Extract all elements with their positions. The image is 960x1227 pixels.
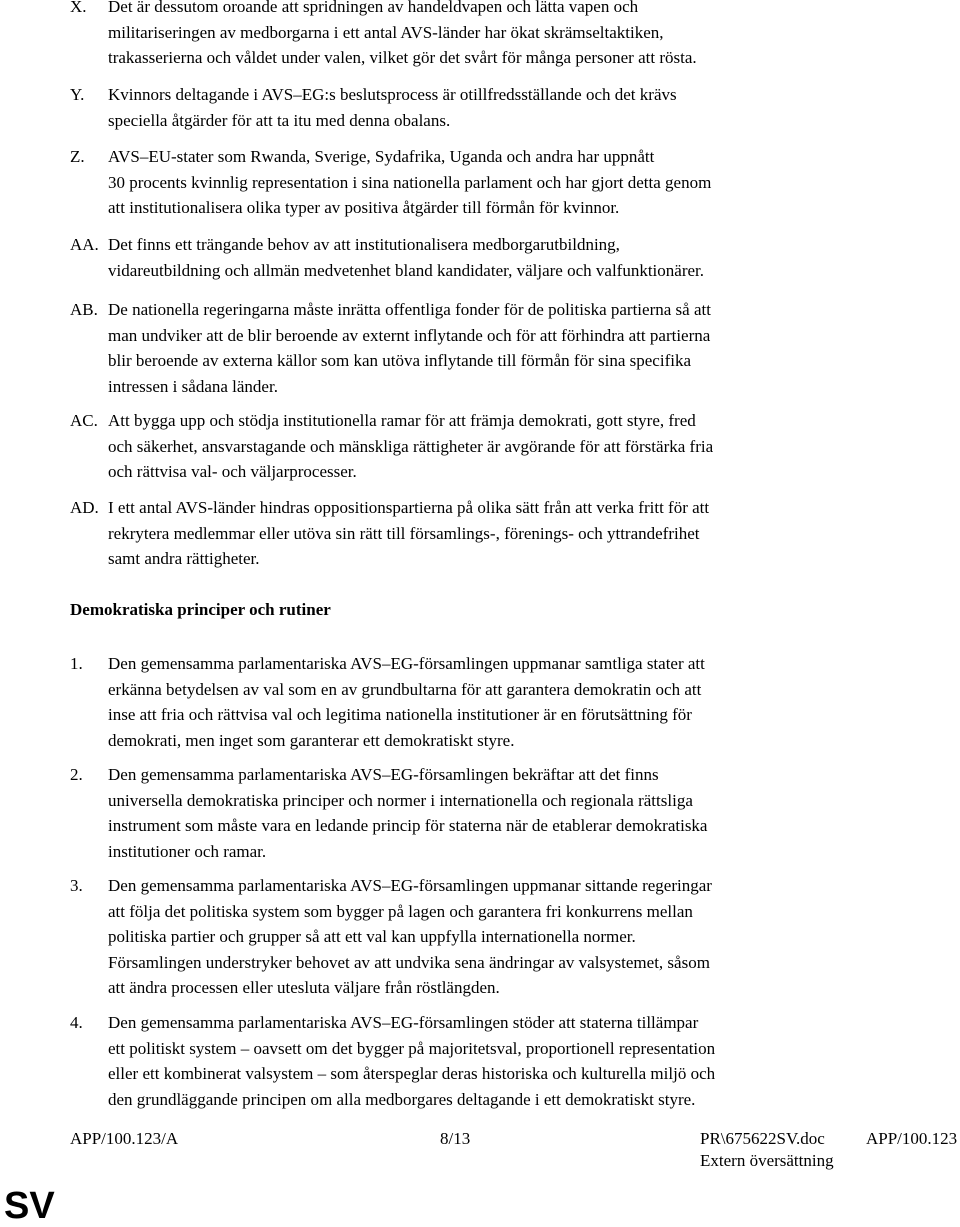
recital-text [108, 495, 863, 572]
footer-reference-left: APP/100.123/A [70, 1129, 179, 1148]
recital-aa [70, 232, 863, 283]
paragraph-text [108, 873, 863, 1001]
recital-ac [70, 408, 863, 485]
text-line: Det är dessutom oroande att spridningen av handeldvapen och lätta vapen och [108, 0, 639, 16]
paragraph-number: 4. [70, 1013, 83, 1032]
text-line: instrument som måste vara en ledande princip för staterna när de etablerar demokratiska [108, 816, 708, 835]
text-line: eller ett kombinerat valsystem – som återspeglar deras historiska och kulturella miljö och [108, 1064, 716, 1083]
recital-x [70, 0, 863, 71]
text-line: rekrytera medlemmar eller utöva sin rätt till församlings-, förenings- och yttrandefrihet [108, 523, 700, 543]
footer-page-number: 8/13 [440, 1129, 471, 1148]
text-line: Det finns ett trängande behov av att institutionalisera medborgarutbildning, [108, 235, 620, 254]
footer-document-name: PR\675622SV.doc [700, 1129, 825, 1148]
paragraph-number: 2. [70, 765, 83, 784]
recital-label: AD. [70, 498, 99, 517]
recital-text [108, 297, 863, 399]
paragraph-text [108, 651, 863, 753]
recital-text [108, 82, 863, 133]
recital-label: AC. [70, 411, 98, 430]
recital-label: Z. [70, 147, 85, 166]
text-line: vidareutbildning och allmän medvetenhet bland kandidater, väljare och valfunktionärer. [108, 260, 704, 280]
text-line: den grundläggande principen om alla medborgares deltagande i ett demokratiskt styre. [108, 1089, 696, 1109]
text-line: 30 procents kvinnlig representation i sina nationella parlament och har gjort detta genom [108, 172, 712, 192]
footer-translation-note: Extern översättning [700, 1151, 834, 1170]
text-line: man undviker att de blir beroende av externt inflytande och för att förhindra att partierna [108, 325, 711, 345]
text-line: erkänna betydelsen av val som en av grundbultarna för att garantera demokratin och att [108, 679, 702, 699]
paragraph-text [108, 1010, 863, 1112]
text-line: och rättvisa val- och väljarprocesser. [108, 462, 357, 481]
text-line: institutioner och ramar. [108, 841, 267, 861]
text-line: AVS–EU-stater som Rwanda, Sverige, Sydafrika, Uganda och andra har uppnått [108, 147, 655, 166]
text-line: att följa det politiska system som bygger på lagen och garantera fri konkurrens mellan [108, 901, 693, 921]
text-line: Församlingen understryker behovet av att undvika sena ändringar av valsystemet, såsom [108, 952, 710, 972]
recital-label: AA. [70, 235, 99, 254]
text-line: blir beroende av externa källor som kan utöva inflytande till förmån för sina specifika [108, 351, 691, 370]
recital-label: Y. [70, 85, 85, 104]
paragraph-text [108, 762, 863, 864]
text-line: Den gemensamma parlamentariska AVS–EG-församlingen uppmanar samtliga stater att [108, 654, 705, 673]
text-line: trakasserierna och våldet under valen, vilket gör det svårt för många personer att rösta. [108, 48, 697, 67]
text-line: Att bygga upp och stödja institutionella ramar för att främja demokrati, gott styre, fred [108, 411, 696, 430]
text-line: De nationella regeringarna måste inrätta offentliga fonder för de politiska partierna så att [108, 300, 711, 319]
text-line: Kvinnors deltagande i AVS–EG:s beslutsprocess är otillfredsställande och det krävs [108, 85, 677, 104]
language-code: SV [4, 1185, 55, 1227]
text-line: samt andra rättigheter. [108, 549, 260, 568]
numbered-paragraph-2 [70, 762, 863, 864]
recital-y [70, 82, 863, 133]
text-line: inse att fria och rättvisa val och legitima nationella institutioner är en förutsättning för [108, 705, 692, 724]
text-line: demokrati, men inget som garanterar ett demokratiskt styre. [108, 730, 515, 750]
section-heading: Demokratiska principer och rutiner [70, 600, 331, 619]
text-line: och säkerhet, ansvarstagande och mänskliga rättigheter är avgörande för att förstärka fria [108, 436, 714, 456]
text-line: Den gemensamma parlamentariska AVS–EG-församlingen uppmanar sittande regeringar [108, 876, 712, 895]
recital-text [108, 144, 863, 221]
text-line: politiska partier och grupper så att ett val kan uppfylla internationella normer. [108, 927, 636, 946]
numbered-paragraph-1 [70, 651, 863, 753]
text-line: I ett antal AVS-länder hindras oppositionspartierna på olika sätt från att verka fritt för att [108, 498, 710, 517]
recital-text [108, 408, 863, 485]
text-line: ett politiskt system – oavsett om det bygger på majoritetsval, proportionell representation [108, 1038, 716, 1058]
recital-text [108, 232, 863, 283]
text-line: Den gemensamma parlamentariska AVS–EG-församlingen stöder att staterna tillämpar [108, 1013, 699, 1032]
numbered-paragraph-3 [70, 873, 863, 1001]
recital-label: X. [70, 0, 87, 16]
text-line: intressen i sådana länder. [108, 376, 278, 396]
text-line: att ändra processen eller utesluta väljare från röstlängden. [108, 978, 500, 997]
recital-label: AB. [70, 300, 98, 319]
text-line: speciella åtgärder för att ta itu med denna obalans. [108, 110, 451, 130]
text-line: universella demokratiska principer och normer i internationella och regionala rättsliga [108, 790, 693, 810]
recital-text [108, 0, 863, 71]
recital-ad [70, 495, 863, 572]
paragraph-number: 3. [70, 876, 83, 895]
paragraph-number: 1. [70, 654, 83, 673]
numbered-paragraph-4 [70, 1010, 863, 1112]
recital-z [70, 144, 863, 221]
recital-ab [70, 297, 863, 399]
text-line: att institutionalisera olika typer av positiva åtgärder till förmån för kvinnor. [108, 198, 620, 217]
footer-reference-right: APP/100.123 [866, 1129, 958, 1148]
text-line: militariseringen av medborgarna i ett antal AVS-länder har ökat skrämseltaktiken, [108, 22, 664, 42]
text-line: Den gemensamma parlamentariska AVS–EG-församlingen bekräftar att det finns [108, 765, 659, 784]
